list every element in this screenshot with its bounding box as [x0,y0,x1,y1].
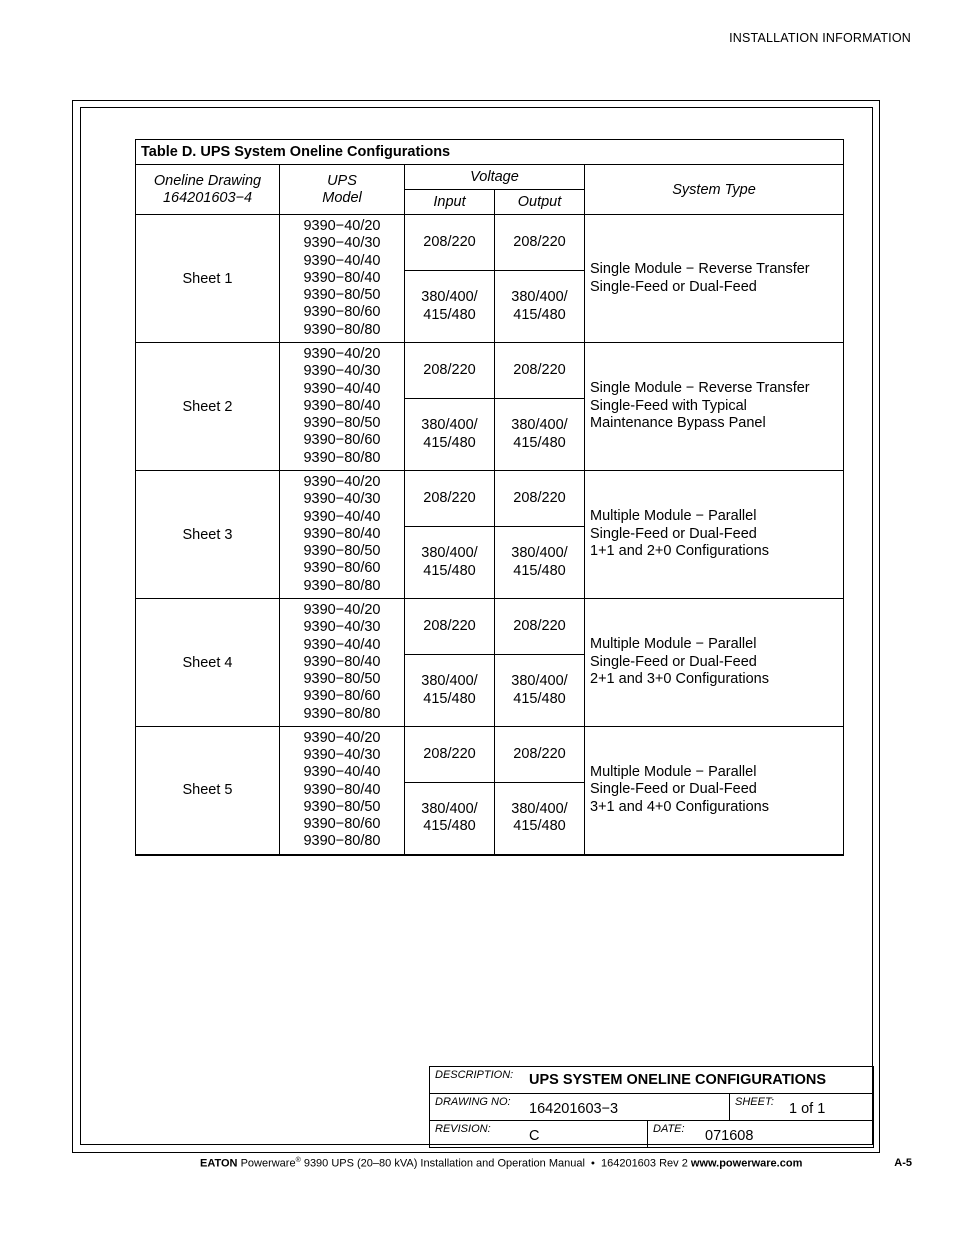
system-type-cell [585,471,844,599]
model-item: 9390−80/40 [303,781,381,798]
model-item: 9390−40/40 [303,764,381,781]
model-item: 9390−80/40 [303,397,381,414]
system-type-cell [585,727,844,855]
voltage-input-low: 208/220 [405,471,495,527]
model-item: 9390−80/80 [303,449,381,466]
date-value: 071608 [705,1128,754,1144]
sheet-cell: Sheet 3 [136,471,280,599]
system-type-line: Single Module − Reverse Transfer [590,380,810,397]
model-item: 9390−80/40 [303,653,381,670]
model-item: 9390−80/80 [303,321,381,338]
table-row [136,343,844,399]
model-item: 9390−80/60 [303,816,381,833]
revision-value: C [529,1128,540,1144]
sheet-cell: Sheet 2 [136,343,280,471]
model-item: 9390−40/30 [303,491,381,508]
table-title: Table D. UPS System Oneline Configurations [136,140,844,165]
table-row [136,215,844,271]
header-oneline-drawing: Oneline Drawing 164201603−4 [136,165,280,215]
system-type-line: 3+1 and 4+0 Configurations [590,799,769,816]
model-item: 9390−80/60 [303,688,381,705]
revision-cell [430,1121,648,1148]
model-list-cell [280,471,405,599]
model-item: 9390−40/40 [303,508,381,525]
voltage-output-low: 208/220 [495,599,585,655]
model-item: 9390−80/60 [303,304,381,321]
footer-reg: ® [295,1157,301,1164]
voltage-output-high: 380/400/ 415/480 [495,783,585,855]
footer-brand: EATON [200,1157,238,1170]
section-header: INSTALLATION INFORMATION [729,31,911,45]
system-type-line: Single Module − Reverse Transfer [590,260,810,277]
model-item: 9390−40/40 [303,252,381,269]
system-type-line: Multiple Module − Parallel [590,636,757,653]
voltage-input-low: 208/220 [405,599,495,655]
model-item: 9390−40/40 [303,636,381,653]
drawing-no-label: DRAWING NO: [435,1096,511,1108]
model-item: 9390−40/30 [303,747,381,764]
system-type-line: Single-Feed with Typical [590,397,747,414]
sheet-value: 1 of 1 [789,1101,826,1117]
voltage-input-high: 380/400/ 415/480 [405,783,495,855]
header-system-type: System Type [585,165,844,215]
page-number: A-5 [894,1157,912,1169]
oneline-config-table [135,139,844,856]
table-row [136,599,844,655]
voltage-input-low: 208/220 [405,215,495,271]
model-item: 9390−40/20 [303,474,381,491]
model-item: 9390−80/40 [303,525,381,542]
model-item: 9390−40/30 [303,619,381,636]
model-item: 9390−80/60 [303,432,381,449]
model-item: 9390−80/40 [303,269,381,286]
voltage-output-low: 208/220 [495,343,585,399]
model-item: 9390−80/60 [303,560,381,577]
system-type-line: Single-Feed or Dual-Feed [590,781,757,798]
voltage-input-low: 208/220 [405,343,495,399]
model-list-cell [280,215,405,343]
voltage-output-high: 380/400/ 415/480 [495,271,585,343]
voltage-output-high: 380/400/ 415/480 [495,527,585,599]
model-item: 9390−80/80 [303,705,381,722]
description-cell [430,1067,874,1094]
header-output: Output [495,190,585,215]
model-item: 9390−40/30 [303,363,381,380]
sheet-cell: Sheet 4 [136,599,280,727]
model-item: 9390−80/50 [303,415,381,432]
model-item: 9390−80/50 [303,671,381,688]
description-value: UPS SYSTEM ONELINE CONFIGURATIONS [529,1072,827,1088]
table-row [136,471,844,527]
system-type-line: Maintenance Bypass Panel [590,415,766,432]
model-item: 9390−80/80 [303,833,381,850]
voltage-input-high: 380/400/ 415/480 [405,271,495,343]
drawing-no-cell [430,1094,730,1121]
system-type-cell [585,599,844,727]
drawing-no-value: 164201603−3 [529,1101,619,1117]
system-type-line: 2+1 and 3+0 Configurations [590,671,769,688]
model-item: 9390−80/50 [303,543,381,560]
system-type-line: Single-Feed or Dual-Feed [590,278,757,295]
system-type-cell [585,215,844,343]
voltage-input-high: 380/400/ 415/480 [405,527,495,599]
model-list-cell [280,343,405,471]
voltage-input-high: 380/400/ 415/480 [405,655,495,727]
system-type-cell [585,343,844,471]
voltage-output-low: 208/220 [495,471,585,527]
system-type-line: Single-Feed or Dual-Feed [590,653,757,670]
footer-url[interactable]: www.powerware.com [690,1157,803,1170]
model-item: 9390−80/50 [303,798,381,815]
model-item: 9390−40/20 [303,346,381,363]
system-type-line: Multiple Module − Parallel [590,763,757,780]
voltage-output-low: 208/220 [495,727,585,783]
sheet-cell [730,1094,874,1121]
model-item: 9390−80/80 [303,577,381,594]
header-input: Input [405,190,495,215]
sheet-label: SHEET: [735,1096,774,1108]
voltage-input-high: 380/400/ 415/480 [405,399,495,471]
table-row [136,727,844,783]
model-item: 9390−40/20 [303,730,381,747]
voltage-output-high: 380/400/ 415/480 [495,655,585,727]
description-label: DESCRIPTION: [435,1069,514,1081]
system-type-line: 1+1 and 2+0 Configurations [590,543,769,560]
date-label: DATE: [653,1123,685,1135]
header-voltage: Voltage [405,165,585,190]
model-item: 9390−40/20 [303,602,381,619]
model-list-cell [280,599,405,727]
model-item: 9390−40/30 [303,235,381,252]
sheet-cell: Sheet 1 [136,215,280,343]
footer-manual: 9390 UPS (20–80 kVA) Installation and Operation Manual • 164201603 Rev 2 [300,1157,691,1170]
system-type-line: Single-Feed or Dual-Feed [590,525,757,542]
voltage-output-high: 380/400/ 415/480 [495,399,585,471]
voltage-input-low: 208/220 [405,727,495,783]
sheet-cell: Sheet 5 [136,727,280,855]
page-footer [200,1157,802,1170]
footer-product: Powerware [240,1157,296,1170]
system-type-line: Multiple Module − Parallel [590,508,757,525]
title-block [429,1066,874,1148]
voltage-output-low: 208/220 [495,215,585,271]
header-ups-model: UPS Model [280,165,405,215]
revision-label: REVISION: [435,1123,491,1135]
model-list-cell [280,727,405,855]
model-item: 9390−80/50 [303,287,381,304]
model-item: 9390−40/20 [303,218,381,235]
date-cell [648,1121,874,1148]
model-item: 9390−40/40 [303,380,381,397]
